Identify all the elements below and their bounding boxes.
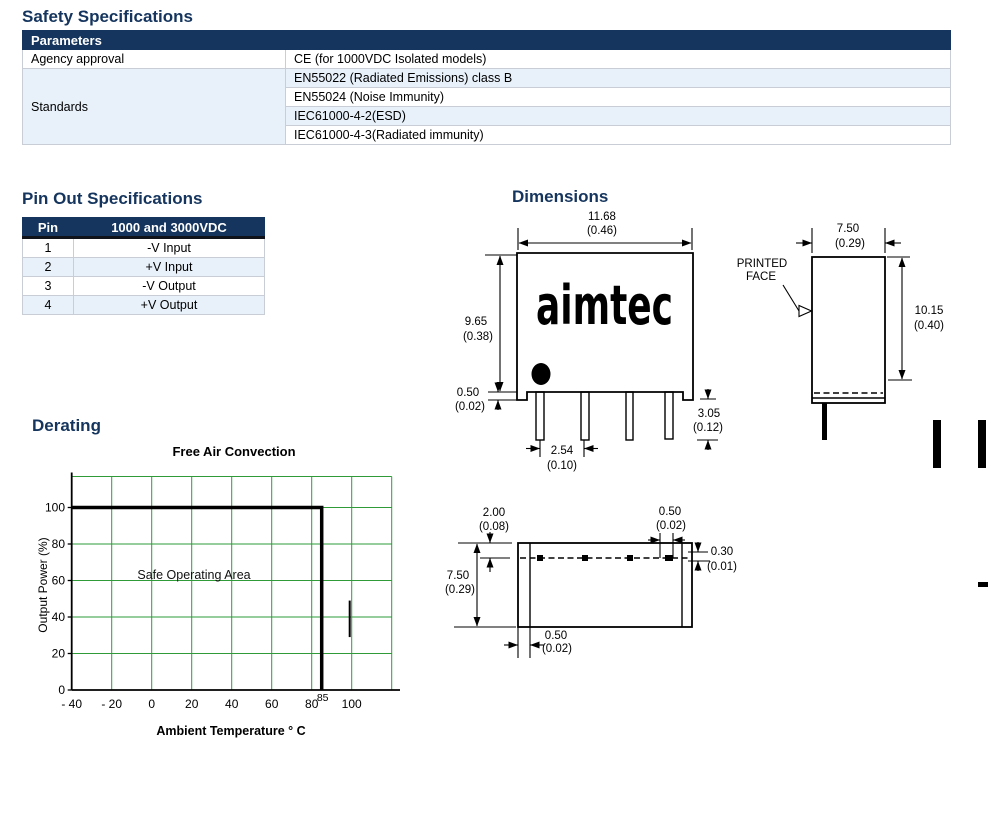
dim-depth-mm: 7.50 xyxy=(446,570,470,582)
y-tick-label: 80 xyxy=(51,537,65,552)
x-tick-label: 60 xyxy=(265,697,279,711)
dim-front-width-in: (0.46) xyxy=(586,225,618,237)
chart-plot-area xyxy=(45,472,400,711)
x-tick-label-85: 85 xyxy=(316,692,329,704)
table-row xyxy=(23,277,265,296)
cropped-pin-bar-1 xyxy=(933,420,941,468)
leader-line xyxy=(783,285,799,311)
bottom-dim-pin-edge xyxy=(479,507,510,572)
extension-lines xyxy=(518,627,530,658)
derating-boundary-line xyxy=(72,508,322,691)
dim-pin-thickness-mm: 0.30 xyxy=(710,546,734,558)
x-tick-label: 100 xyxy=(341,697,362,711)
x-tick-label: 40 xyxy=(225,697,239,711)
pinout-header-voltage: 1000 and 3000VDC xyxy=(74,218,265,238)
pin-function-2: +V Input xyxy=(74,258,265,277)
front-pin-2 xyxy=(581,392,589,440)
table-row xyxy=(23,296,265,315)
table-row xyxy=(23,69,951,88)
leader-arrowhead xyxy=(799,306,812,317)
dim-pin-width-mm: 0.50 xyxy=(658,506,682,518)
chart-title: Free Air Convection xyxy=(172,444,296,459)
y-tick-label: 40 xyxy=(51,610,65,625)
pin-function-3: -V Output xyxy=(74,277,265,296)
dim-pitch-in: (0.10) xyxy=(546,460,578,472)
pin-number-3: 3 xyxy=(23,277,74,296)
table-row xyxy=(23,50,951,69)
dim-wall-mm: 0.50 xyxy=(544,630,568,642)
dim-front-height-mm: 9.65 xyxy=(464,316,488,328)
dim-pin-edge-in: (0.08) xyxy=(478,521,510,533)
cropped-pin-bar-2 xyxy=(978,420,986,468)
bottom-dim-pin-thickness xyxy=(688,542,737,573)
safety-param-standards: Standards xyxy=(23,69,286,145)
safety-value-standard-3: IEC61000-4-2(ESD) xyxy=(286,107,951,126)
safety-section-title: Safety Specifications xyxy=(22,7,194,26)
pinout-header-row xyxy=(23,218,265,238)
y-tick-label: 0 xyxy=(58,683,65,698)
extension-lines xyxy=(887,257,912,380)
safety-table-header: Parameters xyxy=(23,31,951,50)
pinout-section-title: Pin Out Specifications xyxy=(22,189,203,208)
bottom-dim-wall xyxy=(504,627,572,658)
safety-param-agency: Agency approval xyxy=(23,50,286,69)
y-tick-label: 60 xyxy=(51,573,65,588)
front-pin-1 xyxy=(536,392,544,440)
x-tick-label: - 20 xyxy=(101,697,123,711)
pin-function-4: +V Output xyxy=(74,296,265,315)
side-case-outline xyxy=(812,257,885,403)
safety-table-header-row xyxy=(23,31,951,50)
table-row xyxy=(23,238,265,258)
dim-pin-length-mm: 3.05 xyxy=(697,408,721,420)
pin1-marker-dot xyxy=(532,363,551,385)
extension-lines xyxy=(488,392,517,400)
dim-side-height-in: (0.40) xyxy=(913,320,945,332)
dim-pitch-mm: 2.54 xyxy=(550,445,574,457)
side-view xyxy=(812,257,885,440)
table-row xyxy=(23,258,265,277)
pin-number-4: 4 xyxy=(23,296,74,315)
y-tick-label: 20 xyxy=(51,646,65,661)
chart-annotation: Safe Operating Area xyxy=(137,568,251,582)
pin-function-1: -V Input xyxy=(74,238,265,258)
dim-wall-in: (0.02) xyxy=(541,643,573,655)
dim-standoff-mm: 0.50 xyxy=(456,387,480,399)
front-dim-height xyxy=(463,255,517,391)
front-dim-pitch xyxy=(526,440,598,472)
front-dim-width xyxy=(518,211,692,250)
cropped-figure-fragment xyxy=(933,420,988,587)
pin-number-1: 1 xyxy=(23,238,74,258)
y-axis-title: Output Power (%) xyxy=(36,537,50,633)
dim-pin-thickness-in: (0.01) xyxy=(706,561,738,573)
safety-value-agency: CE (for 1000VDC Isolated models) xyxy=(286,50,951,69)
derating-section-title: Derating xyxy=(32,416,101,435)
printed-face-label-2: FACE xyxy=(745,271,777,283)
pinout-table xyxy=(22,217,265,315)
safety-table xyxy=(22,30,951,145)
dim-pin-width-in: (0.02) xyxy=(655,520,687,532)
safety-value-standard-2: EN55024 (Noise Immunity) xyxy=(286,88,951,107)
front-dim-pin-length xyxy=(693,389,723,450)
side-dim-width xyxy=(796,223,901,253)
side-dim-height xyxy=(887,257,944,380)
front-pin-4 xyxy=(665,392,673,439)
safety-value-standard-4: IEC61000-4-3(Radiated immunity) xyxy=(286,126,951,145)
x-tick-label: 80 xyxy=(305,697,319,711)
dim-front-height-in: (0.38) xyxy=(462,331,494,343)
dimensions-section-title: Dimensions xyxy=(512,187,609,206)
cropped-dash-fragment xyxy=(978,582,988,587)
printed-face-callout xyxy=(737,258,812,317)
aimtec-logo: aimtec xyxy=(536,274,673,337)
x-tick-label: - 40 xyxy=(61,697,83,711)
dim-pin-length-in: (0.12) xyxy=(692,422,724,434)
x-tick-label: 20 xyxy=(185,697,199,711)
front-dim-standoff xyxy=(455,382,517,413)
dim-side-height-mm: 10.15 xyxy=(914,305,944,317)
x-tick-label: 0 xyxy=(148,697,156,711)
front-view xyxy=(517,253,693,440)
bottom-pin-4 xyxy=(665,555,673,561)
derating-chart xyxy=(30,440,430,750)
pinout-header-pin: Pin xyxy=(23,218,74,238)
side-pin xyxy=(822,403,827,440)
y-tick-label: 100 xyxy=(44,500,65,515)
bottom-pin-3 xyxy=(627,555,633,561)
dim-standoff-in: (0.02) xyxy=(454,401,486,413)
dimensions-drawing xyxy=(440,185,994,675)
front-pin-3 xyxy=(626,392,633,440)
x-axis-title: Ambient Temperature ° C xyxy=(156,724,306,738)
dim-depth-in: (0.29) xyxy=(444,584,476,596)
bottom-pin-2 xyxy=(582,555,588,561)
pin-number-2: 2 xyxy=(23,258,74,277)
safety-value-standard-1: EN55022 (Radiated Emissions) class B xyxy=(286,69,951,88)
bottom-view xyxy=(518,543,692,627)
bottom-dim-depth xyxy=(445,543,516,627)
bottom-pin-1 xyxy=(537,555,543,561)
dim-front-width-mm: 11.68 xyxy=(588,211,616,223)
dim-pin-edge-mm: 2.00 xyxy=(482,507,506,519)
dim-side-width-mm: 7.50 xyxy=(836,223,860,235)
dim-side-width-in: (0.29) xyxy=(834,238,866,250)
printed-face-label-1: PRINTED xyxy=(736,258,788,270)
